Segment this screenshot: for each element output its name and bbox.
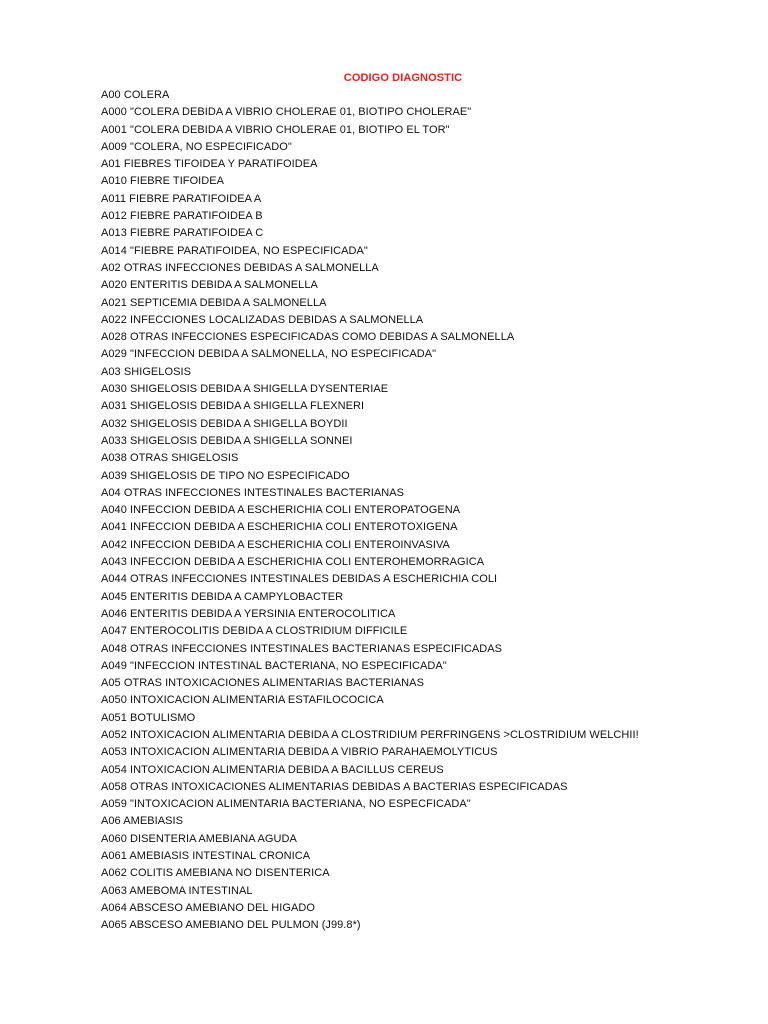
diagnostic-code-line: A021 SEPTICEMIA DEBIDA A SALMONELLA — [101, 296, 327, 309]
diagnostic-code-line: A059 "INTOXICACION ALIMENTARIA BACTERIANA, NO ESPECFICADA" — [101, 798, 471, 811]
diagnostic-code-line: A040 INFECCION DEBIDA A ESCHERICHIA COLI ENTEROPATOGENA — [101, 504, 461, 517]
diagnostic-code-line: A022 INFECCIONES LOCALIZADAS DEBIDAS A SALMONELLA — [101, 313, 424, 326]
diagnostic-code-line: A052 INTOXICACION ALIMENTARIA DEBIDA A CLOSTRIDIUM PERFRINGENS >CLOSTRIDIUM WELCHII! — [101, 728, 639, 741]
diagnostic-code-line: A065 ABSCESO AMEBIANO DEL PULMON (J99.8*) — [101, 919, 361, 932]
diagnostic-code-line: A012 FIEBRE PARATIFOIDEA B — [101, 210, 263, 223]
diagnostic-code-line: A00 COLERA — [101, 89, 170, 101]
diagnostic-code-line: A045 ENTERITIS DEBIDA A CAMPYLOBACTER — [101, 590, 344, 603]
diagnostic-code-line: A010 FIEBRE TIFOIDEA — [101, 175, 225, 188]
diagnostic-code-line: A047 ENTEROCOLITIS DEBIDA A CLOSTRIDIUM DIFFICILE — [101, 625, 408, 638]
diagnostic-code-line: A001 "COLERA DEBIDA A VIBRIO CHOLERAE 01, BIOTIPO EL TOR" — [101, 123, 450, 136]
diagnostic-code-line: A064 ABSCESO AMEBIANO DEL HIGADO — [101, 901, 315, 914]
diagnostic-code-line: A014 "FIEBRE PARATIFOIDEA, NO ESPECIFICADA" — [101, 244, 368, 257]
diagnostic-code-line: A062 COLITIS AMEBIANA NO DISENTERICA — [101, 867, 330, 880]
diagnostic-code-line: A053 INTOXICACION ALIMENTARIA DEBIDA A VIBRIO PARAHAEMOLYTICUS — [101, 746, 498, 759]
diagnostic-code-line: A03 SHIGELOSIS — [101, 365, 191, 378]
diagnostic-code-line: A054 INTOXICACION ALIMENTARIA DEBIDA A BACILLUS CEREUS — [101, 763, 444, 776]
diagnostic-code-line: A048 OTRAS INFECCIONES INTESTINALES BACTERIANAS ESPECIFICADAS — [101, 642, 502, 655]
diagnostic-code-line: A029 "INFECCION DEBIDA A SALMONELLA, NO ESPECIFICADA" — [101, 348, 437, 361]
diagnostic-code-line: A042 INFECCION DEBIDA A ESCHERICHIA COLI ENTEROINVASIVA — [101, 538, 450, 551]
diagnostic-code-line: A030 SHIGELOSIS DEBIDA A SHIGELLA DYSENTERIAE — [101, 383, 389, 396]
diagnostic-code-line: A041 INFECCION DEBIDA A ESCHERICHIA COLI ENTEROTOXIGENA — [101, 521, 458, 534]
diagnostic-code-line: A063 AMEBOMA INTESTINAL — [101, 884, 253, 897]
diagnostic-code-line: A051 BOTULISMO — [101, 711, 196, 724]
diagnostic-code-line: A038 OTRAS SHIGELOSIS — [101, 452, 239, 465]
diagnostic-code-line: A02 OTRAS INFECCIONES DEBIDAS A SALMONELLA — [101, 261, 379, 274]
diagnostic-code-line: A028 OTRAS INFECCIONES ESPECIFICADAS COMO DEBIDAS A SALMONELLA — [101, 331, 515, 344]
diagnostic-code-line: A060 DISENTERIA AMEBIANA AGUDA — [101, 832, 297, 845]
diagnostic-code-line: A031 SHIGELOSIS DEBIDA A SHIGELLA FLEXNERI — [101, 400, 365, 413]
diagnostic-code-line: A061 AMEBIASIS INTESTINAL CRONICA — [101, 850, 311, 863]
diagnostic-code-line: A04 OTRAS INFECCIONES INTESTINALES BACTERIANAS — [101, 486, 405, 499]
diagnostic-code-line: A032 SHIGELOSIS DEBIDA A SHIGELLA BOYDII — [101, 417, 348, 430]
diagnostic-code-line: A050 INTOXICACION ALIMENTARIA ESTAFILOCOCICA — [101, 694, 384, 707]
diagnostic-code-line: A046 ENTERITIS DEBIDA A YERSINIA ENTEROCOLITICA — [101, 607, 396, 620]
diagnostic-code-line: A06 AMEBIASIS — [101, 815, 183, 828]
diagnostic-code-line: A033 SHIGELOSIS DEBIDA A SHIGELLA SONNEI — [101, 434, 353, 447]
diagnostic-code-line: A039 SHIGELOSIS DE TIPO NO ESPECIFICADO — [101, 469, 350, 482]
diagnostic-code-line: A043 INFECCION DEBIDA A ESCHERICHIA COLI ENTEROHEMORRAGICA — [101, 556, 485, 569]
diagnostic-code-line: A009 "COLERA, NO ESPECIFICADO" — [101, 140, 292, 153]
diagnostic-code-line: A044 OTRAS INFECCIONES INTESTINALES DEBIDAS A ESCHERICHIA COLI — [101, 573, 498, 586]
diagnostic-code-line: A011 FIEBRE PARATIFOIDEA A — [101, 192, 262, 205]
diagnostic-code-line: A020 ENTERITIS DEBIDA A SALMONELLA — [101, 279, 318, 292]
diagnostic-code-line: A013 FIEBRE PARATIFOIDEA C — [101, 227, 264, 240]
diagnostic-code-line: A058 OTRAS INTOXICACIONES ALIMENTARIAS DEBIDAS A BACTERIAS ESPECIFICADAS — [101, 780, 568, 793]
diagnostic-code-list — [101, 87, 761, 935]
diagnostic-code-line: A05 OTRAS INTOXICACIONES ALIMENTARIAS BACTERIANAS — [101, 677, 424, 690]
document-title: CODIGO DIAGNOSTIC — [343, 72, 463, 84]
diagnostic-code-line: A000 "COLERA DEBIDA A VIBRIO CHOLERAE 01, BIOTIPO CHOLERAE" — [101, 106, 472, 119]
diagnostic-code-line: A01 FIEBRES TIFOIDEA Y PARATIFOIDEA — [101, 158, 318, 171]
diagnostic-code-line: A049 "INFECCION INTESTINAL BACTERIANA, NO ESPECIFICADA" — [101, 659, 447, 672]
